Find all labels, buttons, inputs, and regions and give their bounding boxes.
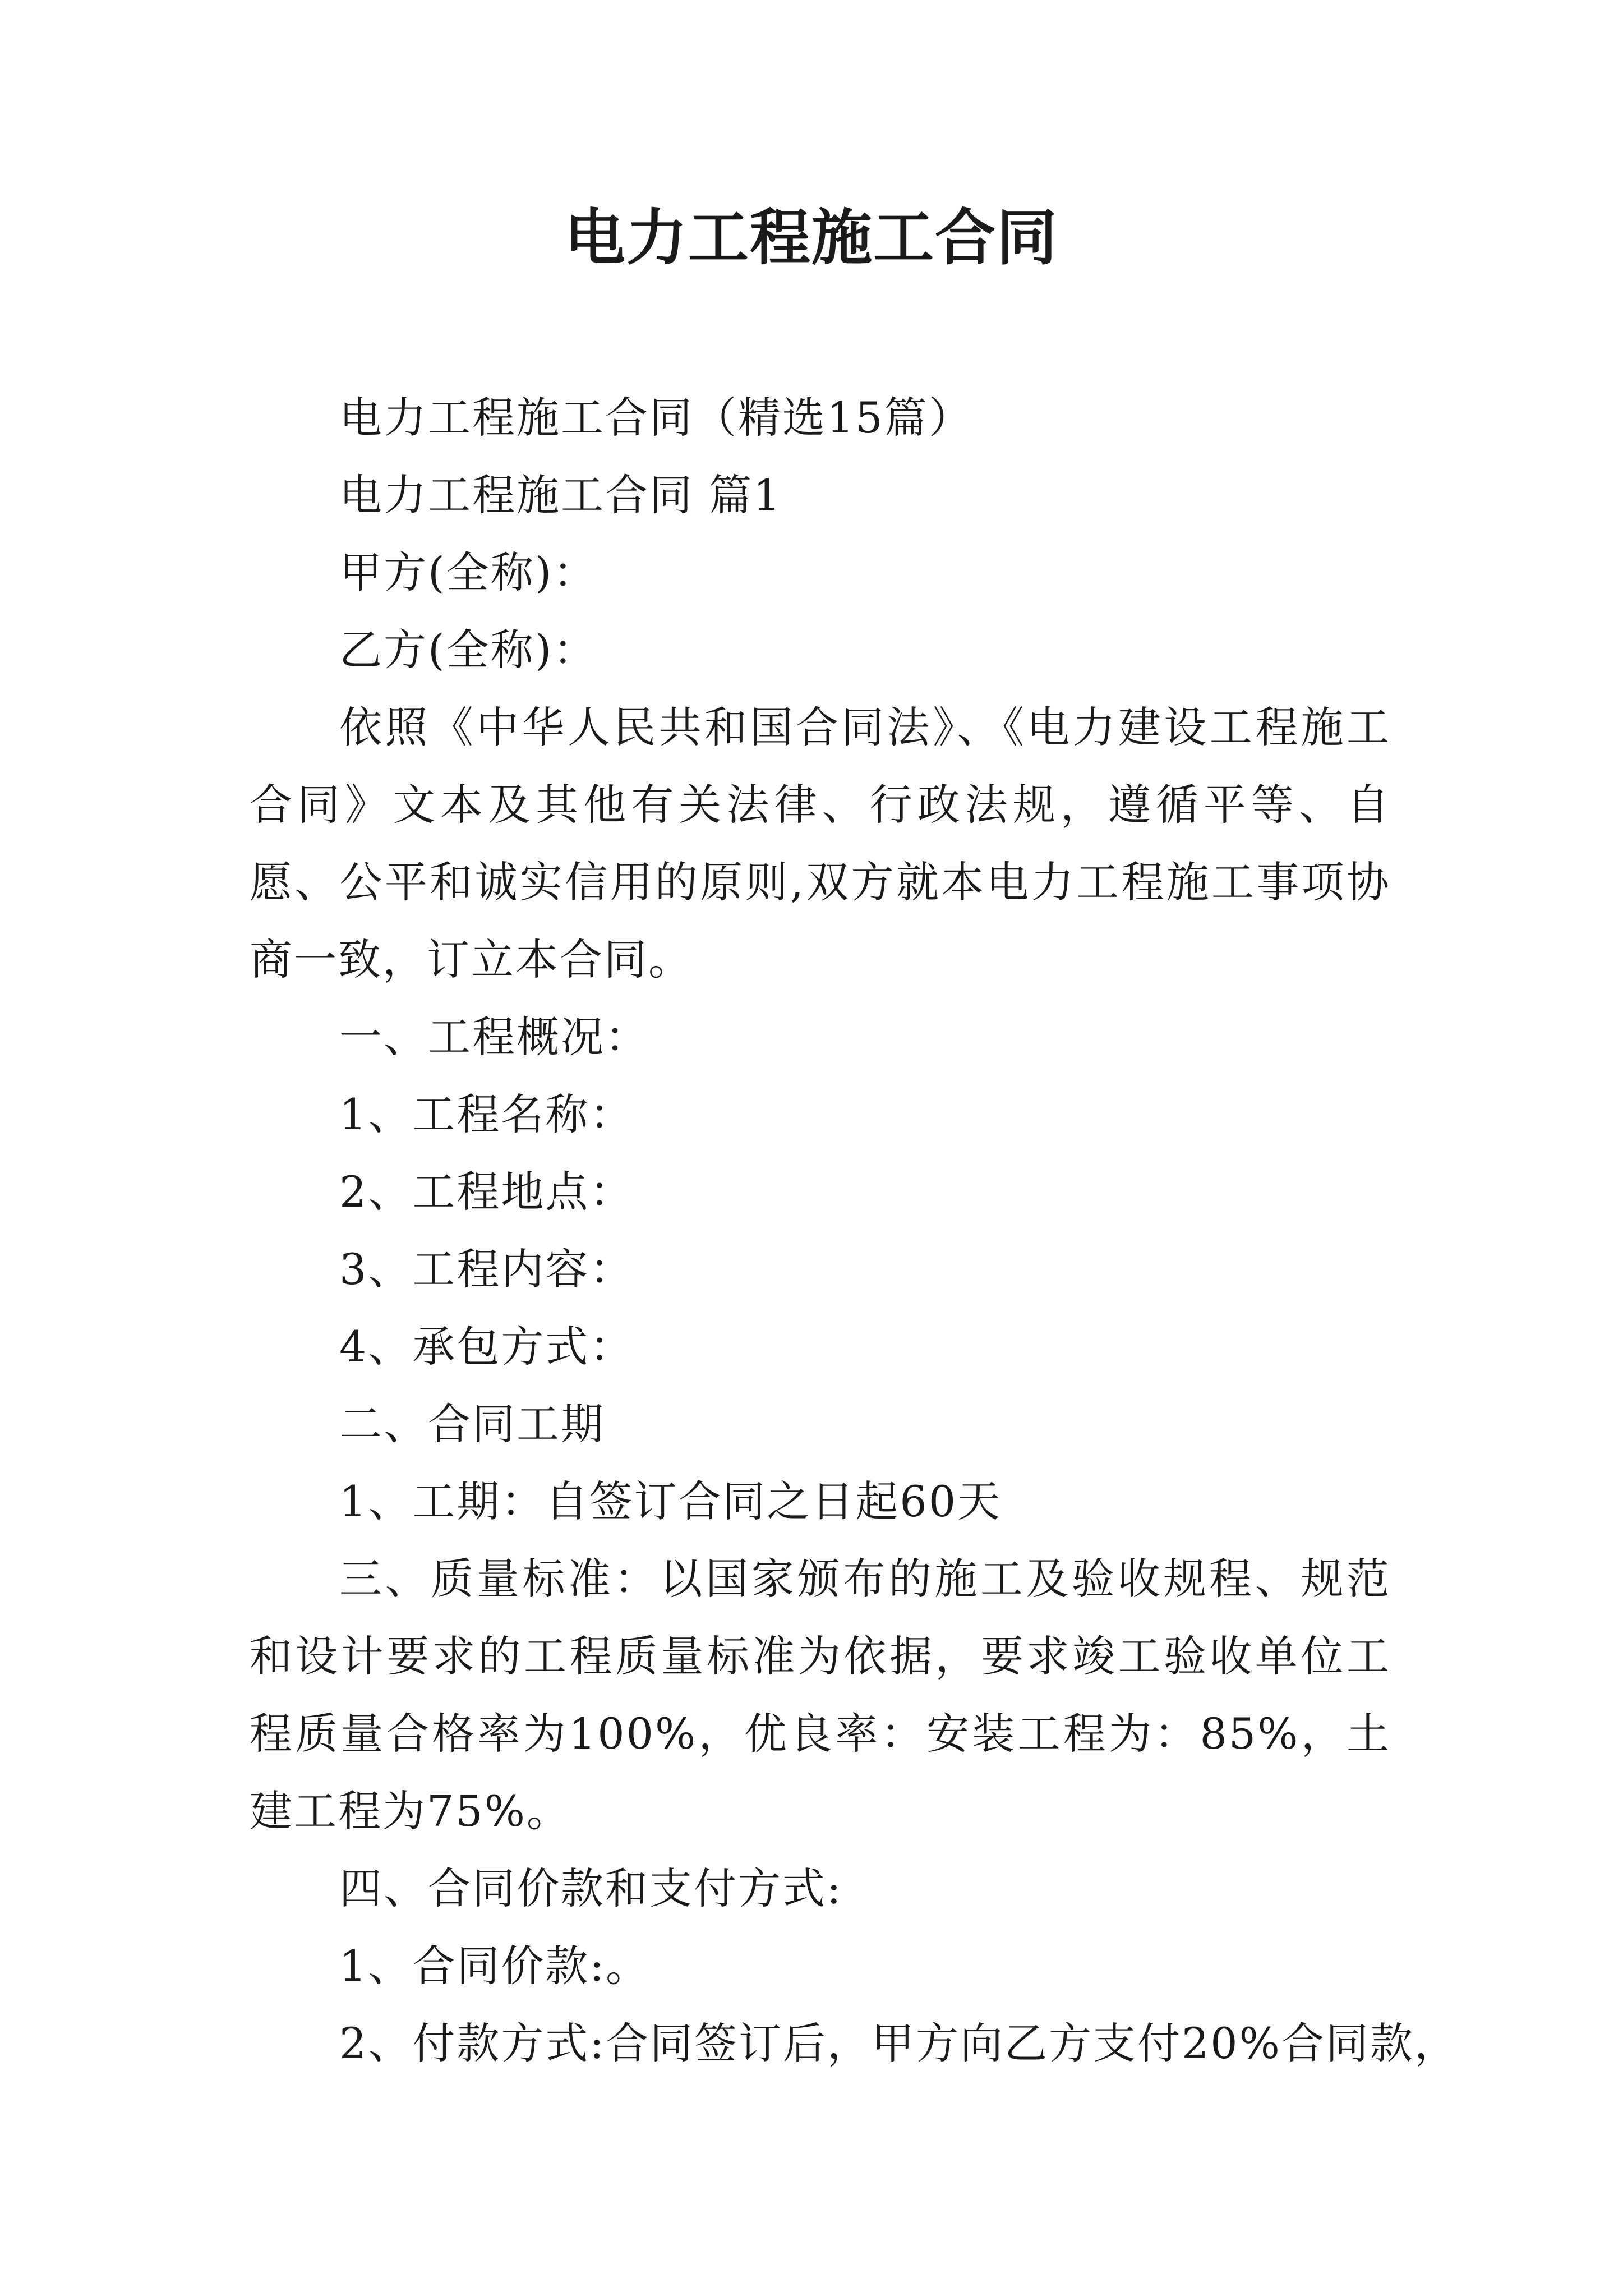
paragraph: 1、工程名称： (339, 1089, 634, 1139)
paragraph: 三、质量标准：以国家颁布的施工及验收规程、规范和设计要求的工程质量标准为依据，要求竣工验收单位工程质量合格率为100%，优良率：安装工程为：85%，土建工程为75%。 (250, 1554, 1391, 1836)
paragraph: 一、工程概况： (339, 1012, 649, 1062)
paragraph: 四、合同价款和支付方式: (339, 1864, 843, 1913)
paragraph: 2、工程地点： (339, 1167, 634, 1217)
document-title: 电力工程施工合同 (564, 203, 1058, 273)
paragraph: 电力工程施工合同（精选15篇） (339, 393, 973, 443)
paragraph: 电力工程施工合同 篇1 (339, 470, 782, 520)
paragraph: 1、工期：自签订合同之日起60天 (339, 1476, 1002, 1526)
paragraph: 乙方(全称)： (339, 625, 598, 675)
paragraph: 甲方(全称)： (339, 547, 598, 597)
paragraph: 1、合同价款:。 (339, 1941, 650, 1991)
paragraph: 3、工程内容： (339, 1244, 634, 1294)
paragraph: 4、承包方式： (339, 1322, 634, 1372)
paragraph: 二、合同工期 (339, 1399, 605, 1449)
paragraph: 依照《中华人民共和国合同法》、《电力建设工程施工合同》文本及其他有关法律、行政法规，遵循平等、自愿、公平和诚实信用的原则,双方就本电力工程施工事项协商一致，订立本合同。 (250, 702, 1391, 984)
document-body (250, 379, 1459, 2082)
paragraph: 2、付款方式:合同签订后，甲方向乙方支付20%合同款， (339, 2018, 1459, 2068)
